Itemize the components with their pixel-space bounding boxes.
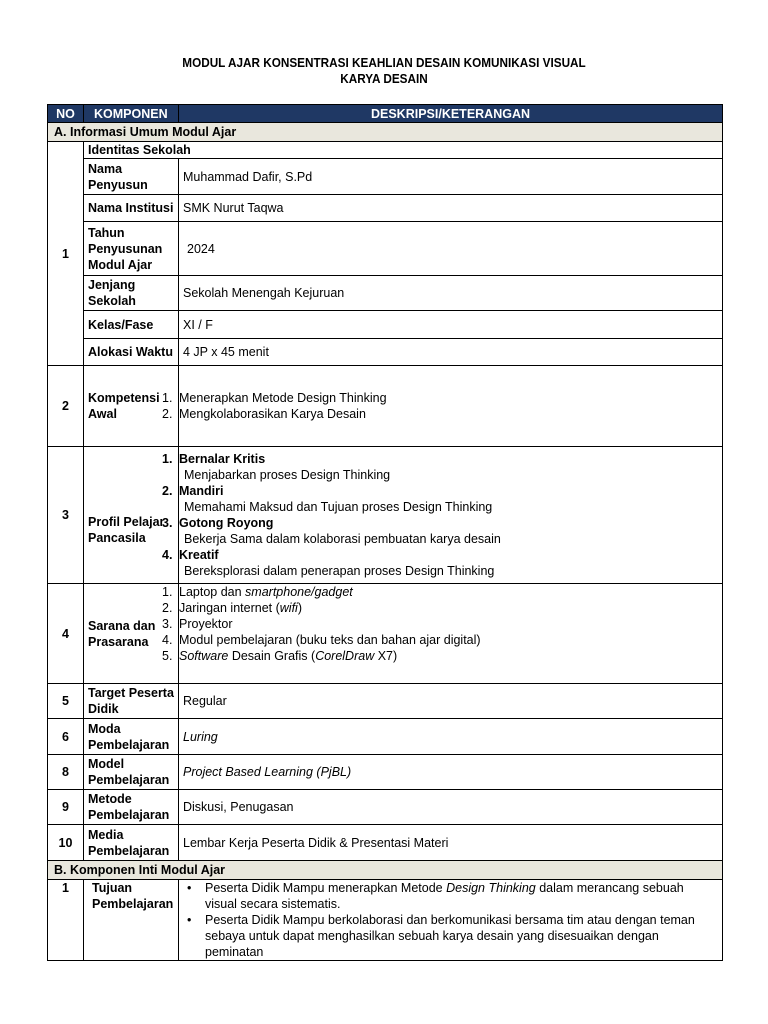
section-b-row bbox=[48, 861, 723, 880]
table-row bbox=[48, 276, 723, 311]
list-item: 4. Kreatif bbox=[162, 548, 219, 562]
table-row bbox=[48, 339, 723, 366]
row-number: 8 bbox=[48, 755, 84, 790]
section-a-label: A. Informasi Umum Modul Ajar bbox=[48, 123, 723, 142]
row-number: 3 bbox=[48, 447, 84, 584]
field-value: XI / F bbox=[179, 311, 723, 339]
list-item: 1. Bernalar Kritis bbox=[162, 452, 266, 466]
field-label: Kelas/Fase bbox=[84, 311, 179, 339]
table-row bbox=[48, 719, 723, 755]
field-label: Alokasi Waktu bbox=[84, 339, 179, 366]
row-number: 6 bbox=[48, 719, 84, 755]
header-no: NO bbox=[48, 105, 84, 123]
list-item: • Peserta Didik Mampu menerapkan Metode Design Thinking dalam merancang sebuah visual secara sistematis. bbox=[205, 880, 718, 912]
table-row bbox=[48, 684, 723, 719]
row-number: 10 bbox=[48, 825, 84, 861]
list-item: 5. Software Desain Grafis (CorelDraw X7) bbox=[162, 649, 398, 663]
kompetensi-awal-list bbox=[162, 366, 723, 447]
row-number: 2 bbox=[48, 366, 84, 447]
tujuan-pembelajaran-label: Tujuan Pembelajaran bbox=[84, 880, 179, 961]
table-row bbox=[48, 790, 723, 825]
field-label: Metode Pembelajaran bbox=[84, 790, 179, 825]
field-value: Muhammad Dafir, S.Pd bbox=[179, 159, 723, 195]
kompetensi-awal-label: Kompetensi Awal bbox=[84, 366, 179, 447]
row-number: 4 bbox=[48, 584, 84, 684]
field-label: Media Pembelajaran bbox=[84, 825, 179, 861]
header-komponen: KOMPONEN bbox=[84, 105, 179, 123]
list-item-desc: Bereksplorasi dalam penerapan proses Design Thinking bbox=[184, 564, 495, 578]
field-label: Jenjang Sekolah bbox=[84, 276, 179, 311]
field-value: Project Based Learning (PjBL) bbox=[179, 755, 723, 790]
table-row bbox=[48, 159, 723, 195]
row-number: 1 bbox=[48, 880, 84, 961]
list-item: 3. Gotong Royong bbox=[162, 516, 274, 530]
identitas-sekolah-label: Identitas Sekolah bbox=[84, 142, 723, 159]
tujuan-pembelajaran-list bbox=[179, 880, 723, 961]
table-row bbox=[48, 447, 723, 584]
field-label: Nama Institusi bbox=[84, 195, 179, 222]
sarana-prasarana-label: Sarana dan Prasarana bbox=[84, 584, 179, 684]
field-label: Model Pembelajaran bbox=[84, 755, 179, 790]
list-item: 2. Mengkolaborasikan Karya Desain bbox=[162, 407, 366, 421]
module-table bbox=[47, 104, 723, 961]
field-value: 2024 bbox=[179, 222, 723, 276]
section-a-row bbox=[48, 123, 723, 142]
table-row bbox=[48, 222, 723, 276]
table-row bbox=[48, 311, 723, 339]
field-value: Luring bbox=[179, 719, 723, 755]
list-item: 3. Proyektor bbox=[162, 617, 233, 631]
document-title bbox=[23, 55, 745, 87]
row-number: 1 bbox=[48, 142, 84, 366]
field-label: Tahun Penyusunan Modul Ajar bbox=[84, 222, 179, 276]
list-item: 2. Mandiri bbox=[162, 484, 224, 498]
section-b-label: B. Komponen Inti Modul Ajar bbox=[48, 861, 723, 880]
list-item: 2. Jaringan internet (wifi) bbox=[162, 601, 302, 615]
profil-pelajar-list bbox=[162, 447, 723, 584]
field-value: Lembar Kerja Peserta Didik & Presentasi Materi bbox=[179, 825, 723, 861]
field-value: 4 JP x 45 menit bbox=[179, 339, 723, 366]
table-row bbox=[48, 366, 723, 447]
field-value: Diskusi, Penugasan bbox=[179, 790, 723, 825]
table-row bbox=[48, 142, 723, 159]
row-number: 5 bbox=[48, 684, 84, 719]
list-item: 4. Modul pembelajaran (buku teks dan bahan ajar digital) bbox=[162, 633, 481, 647]
sarana-prasarana-list bbox=[162, 584, 723, 684]
table-row bbox=[48, 755, 723, 790]
field-value: Regular bbox=[179, 684, 723, 719]
table-row bbox=[48, 880, 723, 961]
table-row bbox=[48, 195, 723, 222]
list-item-desc: Bekerja Sama dalam kolaborasi pembuatan karya desain bbox=[184, 532, 501, 546]
row-number: 9 bbox=[48, 790, 84, 825]
list-item: • Peserta Didik Mampu berkolaborasi dan berkomunikasi bersama tim atau dengan teman sebaya untuk dapat menghasilkan sebuah karya desain yang disesuaikan dengan peminatan bbox=[205, 912, 718, 960]
field-label: Nama Penyusun bbox=[84, 159, 179, 195]
profil-pelajar-label: Profil Pelajar Pancasila bbox=[84, 447, 179, 584]
list-item: 1. Menerapkan Metode Design Thinking bbox=[162, 391, 387, 405]
field-value: Sekolah Menengah Kejuruan bbox=[179, 276, 723, 311]
table-header-row bbox=[48, 105, 723, 123]
list-item-desc: Memahami Maksud dan Tujuan proses Design Thinking bbox=[184, 500, 493, 514]
table-row bbox=[48, 584, 723, 684]
field-value: SMK Nurut Taqwa bbox=[179, 195, 723, 222]
table-row bbox=[48, 825, 723, 861]
title-line-2: KARYA DESAIN bbox=[340, 72, 428, 86]
header-deskripsi: DESKRIPSI/KETERANGAN bbox=[179, 105, 723, 123]
field-label: Moda Pembelajaran bbox=[84, 719, 179, 755]
list-item: 1. Laptop dan smartphone/gadget bbox=[162, 585, 353, 599]
list-item-desc: Menjabarkan proses Design Thinking bbox=[184, 468, 391, 482]
title-line-1: MODUL AJAR KONSENTRASI KEAHLIAN DESAIN KOMUNIKASI VISUAL bbox=[182, 56, 586, 70]
bullet-list bbox=[179, 880, 718, 960]
field-label: Target Peserta Didik bbox=[84, 684, 179, 719]
